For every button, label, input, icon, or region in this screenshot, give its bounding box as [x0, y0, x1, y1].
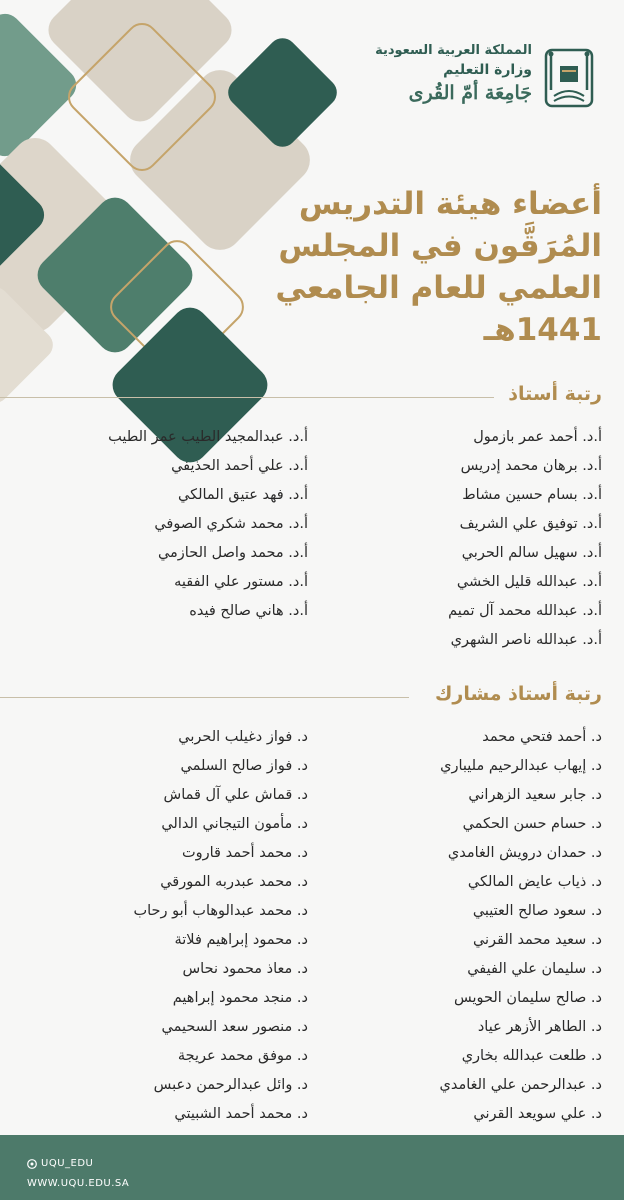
social-handle[interactable]: UQU_EDU	[41, 1158, 94, 1169]
list-item: د. محمد أحمد قاروت	[181, 845, 308, 861]
list-item: د. محمود إبراهيم فلاتة	[174, 932, 308, 948]
list-item: أ.د. فهد عتيق المالكي	[177, 487, 308, 503]
list-item: د. الطاهر الأزهر عياد	[477, 1019, 602, 1035]
list-item: د. محمد عبدالوهاب أبو رحاب	[133, 903, 308, 919]
list-item: د. منصور سعد السحيمي	[161, 1019, 308, 1035]
list-item: د. مأمون التيجاني الدالي	[161, 816, 308, 832]
title-line: أعضاء هيئة التدريس	[298, 186, 602, 222]
list-item: د. معاذ محمود نحاس	[182, 961, 308, 977]
section-header-associate	[0, 683, 624, 713]
list-item: د. فواز دغيلب الحربي	[178, 729, 308, 745]
footer	[0, 1135, 624, 1200]
list-item: د. حسام حسن الحكمي	[462, 816, 602, 832]
list-item: د. علي سويعد القرني	[473, 1106, 602, 1122]
list-item: د. محمد عبدربه المورقي	[160, 874, 308, 890]
logo-ministry: وزارة التعليم	[443, 62, 532, 78]
title-line: العلمي للعام الجامعي	[275, 270, 602, 306]
list-item: د. حمدان درويش الغامدي	[447, 845, 602, 861]
list-item: أ.د. عبدالله محمد آل تميم	[448, 603, 602, 619]
list-item: أ.د. محمد واصل الحازمي	[157, 545, 308, 561]
logo-text	[375, 42, 532, 106]
list-item: د. جابر سعيد الزهراني	[468, 787, 602, 803]
website-link[interactable]: WWW.UQU.EDU.SA	[27, 1178, 130, 1189]
list-item: د. إيهاب عبدالرحيم مليباري	[440, 758, 602, 774]
list-item: د. طلعت عبدالله بخاري	[461, 1048, 602, 1064]
list-item: د. سعيد محمد القرني	[472, 932, 602, 948]
title-year: 1441هـ	[483, 312, 602, 348]
list-item: أ.د. مستور علي الفقيه	[174, 574, 308, 590]
list-item: د. موفق محمد عريجة	[177, 1048, 308, 1064]
logo-university: جَامِعَة أمّ القُرى	[408, 82, 532, 104]
list-item: أ.د. علي أحمد الحذيفي	[171, 458, 308, 474]
list-item: د. ذياب عايض المالكي	[467, 874, 602, 890]
list-item: أ.د. توفيق علي الشريف	[459, 516, 602, 532]
list-item: د. عبدالرحمن علي الغامدي	[439, 1077, 602, 1093]
list-item: أ.د. سهيل سالم الحربي	[461, 545, 602, 561]
university-emblem-icon	[540, 40, 598, 112]
associate-list-left	[133, 723, 308, 1129]
section-title	[435, 683, 602, 705]
divider	[0, 697, 409, 698]
section-title-text: رتبة أستاذ مشارك	[434, 683, 602, 705]
list-item: أ.د. أحمد عمر بازمول	[473, 429, 602, 445]
section-title: رتبة أستاذ	[508, 383, 602, 405]
footer-website-row[interactable]	[27, 1178, 129, 1189]
page-title	[262, 183, 602, 351]
list-item: د. فواز صالح السلمي	[180, 758, 308, 774]
location-pin-icon	[27, 1159, 37, 1169]
title-line: المُرَقَّون في المجلس	[278, 228, 602, 264]
list-item: د. محمد أحمد الشبيتي	[174, 1106, 308, 1122]
divider	[0, 397, 494, 398]
logo-kingdom: المملكة العربية السعودية	[375, 43, 532, 58]
list-item: د. سعود صالح العتيبي	[472, 903, 602, 919]
list-item: د. سليمان علي الفيفي	[467, 961, 602, 977]
list-item: أ.د. بسام حسين مشاط	[462, 487, 602, 503]
professor-list-right	[448, 423, 602, 655]
list-item: د. قماش علي آل قماش	[163, 787, 308, 803]
section-header-professor	[0, 383, 624, 413]
list-item: أ.د. برهان محمد إدريس	[460, 458, 602, 474]
list-item: أ.د. عبدالله ناصر الشهري	[450, 632, 602, 648]
list-item: أ.د. عبدالمجيد الطيب عمر الطيب	[108, 429, 308, 445]
associate-list-right	[440, 723, 603, 1129]
list-item: أ.د. محمد شكري الصوفي	[154, 516, 308, 532]
professor-list-left	[108, 423, 308, 626]
footer-handle-row[interactable]	[27, 1158, 93, 1169]
list-item: د. صالح سليمان الحويس	[454, 990, 602, 1006]
list-item: د. منجد محمود إبراهيم	[172, 990, 308, 1006]
list-item: د. أحمد فتحي محمد	[482, 729, 602, 745]
list-item: د. وائل عبدالرحمن دعبس	[153, 1077, 308, 1093]
list-item: أ.د. عبدالله قليل الخشي	[456, 574, 602, 590]
list-item: أ.د. هاني صالح فيده	[189, 603, 308, 619]
